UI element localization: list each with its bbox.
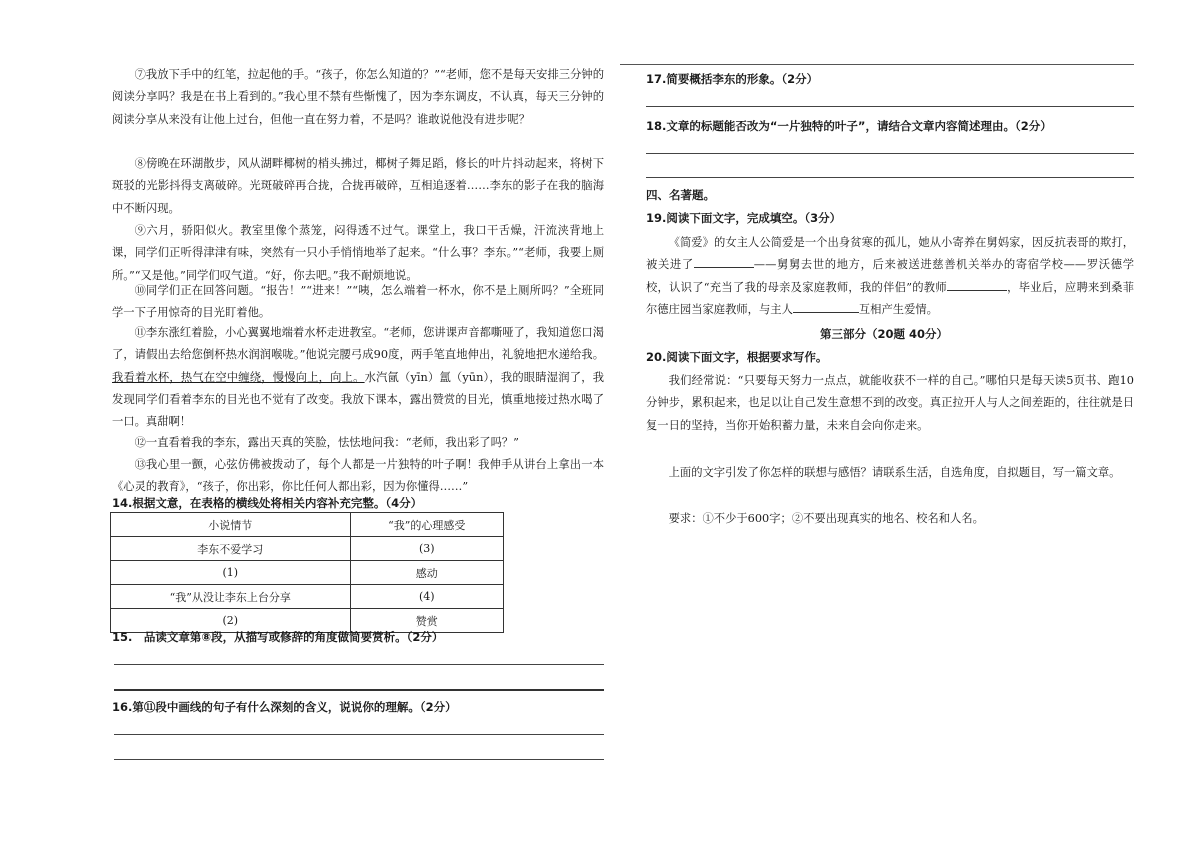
paragraph-11-underlined-sentence: 我看着水杯，热气在空中缠绕，慢慢向上，向上。 xyxy=(112,370,365,384)
question-20-instruction: 上面的文字引发了你怎样的联想与感悟？请联系生活，自选角度，自拟题目，写一篇文章。 xyxy=(668,466,1121,479)
paragraph-9: ⑨六月，骄阳似火。教室里像个蒸笼，闷得透不过气。课堂上，我口干舌燥，汗流浃背地上课，同学们正听得津津有味，突然有一只小手悄悄地举了起来。“什么事？李东。”“老师，我要上厕所。”“又是他。”同学们叹气道。“好，你去吧。”我不耐烦地说。 xyxy=(112,224,604,282)
passage-text: 《简爱》的女主人公简爱是一个出身贫寒的孤儿，她从小寄养在舅妈家，因反抗表哥的欺打，被关进了 xyxy=(646,236,1134,272)
question-18: 18.文章的标题能否改为“一片独特的叶子”，请结合文章内容简述理由。（2分） xyxy=(646,119,1052,133)
table-cell: 赞赏 xyxy=(350,609,503,633)
question-15: 15. 品读文章第⑧段，从描写或修辞的角度做简要赏析。（2分） xyxy=(112,630,444,644)
paragraph-12: ⑫一直看着我的李东，露出天真的笑脸，怯怯地问我：“老师，我出彩了吗？” xyxy=(134,436,519,449)
fill-blank[interactable] xyxy=(793,300,859,313)
answer-line[interactable] xyxy=(114,689,604,691)
table-cell: (3) xyxy=(350,537,503,561)
answer-line[interactable] xyxy=(114,734,604,735)
paragraph-10: ⑩同学们正在回答问题。“报告！”“进来！”“咦，怎么端着一杯水，你不是上厕所吗？”全班同学一下子用惊奇的目光盯着他。 xyxy=(112,284,604,320)
table-cell: (1) xyxy=(111,561,351,585)
paragraph-7: ⑦我放下手中的红笔，拉起他的手。“孩子，你怎么知道的？”“老师，您不是每天安排三分钟的阅读分享吗？我是在书上看到的。”我心里不禁有些惭愧了，因为李东调皮，不认真，每天三分钟的阅读分享从来没有让他上过台，但他一直在努力着，不是吗？谁敢说他没有进步呢？ xyxy=(112,68,604,126)
table-cell: 感动 xyxy=(350,561,503,585)
answer-line[interactable] xyxy=(646,177,1134,178)
question-17: 17.简要概括李东的形象。（2分） xyxy=(646,72,819,86)
table-row xyxy=(111,585,504,609)
fill-blank[interactable] xyxy=(694,255,754,268)
question-19-passage xyxy=(646,232,1134,321)
table-row xyxy=(111,537,504,561)
question-20-requirements: 要求：①不少于600字；②不要出现真实的地名、校名和人名。 xyxy=(668,512,984,525)
answer-line[interactable] xyxy=(114,759,604,760)
table-header-row xyxy=(111,513,504,537)
question-20: 20.阅读下面文字，根据要求写作。 xyxy=(646,350,828,364)
table-cell: “我”从没让李东上台分享 xyxy=(111,585,351,609)
passage-text: 互相产生爱情。 xyxy=(858,302,938,316)
paragraph-13: ⑬我心里一颤，心弦仿佛被拨动了，每个人都是一片独特的叶子啊！我伸手从讲台上拿出一本《心灵的教育》，“孩子，你出彩，你比任何人都出彩，因为你懂得……” xyxy=(112,458,604,494)
answer-line[interactable] xyxy=(646,153,1134,154)
question-14: 14.根据文意，在表格的横线处将相关内容补充完整。（4分） xyxy=(112,496,423,510)
table-header-cell: “我”的心理感受 xyxy=(350,513,503,537)
top-divider-line xyxy=(620,64,1134,65)
table-header-cell: 小说情节 xyxy=(111,513,351,537)
table-cell: (2) xyxy=(111,609,351,633)
paragraph-11-text-b: 水汽氤（yīn）氲（yūn），我的眼睛湿润了，我发现同学们看着李东的目光也不觉有了改变。我放下课本，露出赞赏的目光，慎重地接过热水喝了一口。真甜啊！ xyxy=(112,370,604,429)
answer-line[interactable] xyxy=(646,106,1134,107)
passage-text: ，毕业后，应聘来到桑菲尔德庄园当家庭教师，与主人 xyxy=(646,280,1134,316)
question-20-passage: 我们经常说：“只要每天努力一点点，就能收获不一样的自己。”哪怕只是每天读5页书、跑10分钟步，累积起来，也足以让自己发生意想不到的改变。真正拉开人与人之间差距的，往往就是日复一日的坚持，当你开始积蓄力量，未来自会向你走来。 xyxy=(646,374,1134,432)
paragraph-11 xyxy=(112,322,604,433)
table-row xyxy=(111,561,504,585)
passage-text: ——舅舅去世的地方，后来被送进慈善机关举办的寄宿学校——罗沃德学校，认识了“充当了我的母亲及家庭教师，我的伴侣”的教师 xyxy=(646,258,1134,294)
question-16: 16.第⑪段中画线的句子有什么深刻的含义，说说你的理解。（2分） xyxy=(112,700,457,714)
answer-line[interactable] xyxy=(114,664,604,665)
table-cell: 李东不爱学习 xyxy=(111,537,351,561)
fill-blank[interactable] xyxy=(947,278,1007,291)
question-14-table xyxy=(110,512,504,633)
section-4-heading: 四、名著题。 xyxy=(646,188,715,202)
paragraph-8: ⑧傍晚在环湖散步，风从湖畔椰树的梢头拂过，椰树子舞足蹈，修长的叶片抖动起来，将树下斑驳的光影抖得支离破碎。光斑破碎再合拢，合拢再破碎，互相追逐着……李东的影子在我的脑海中不断闪现。 xyxy=(112,157,604,215)
table-cell: (4) xyxy=(350,585,503,609)
paragraph-11-text-a: ⑪李东涨红着脸，小心翼翼地端着水杯走进教室。“老师，您讲课声音都嘶哑了，我知道您口渴了，请假出去给您倒杯热水润润喉咙。”他说完腰弓成90度，两手笔直地伸出，礼貌地把水递给我。 xyxy=(112,326,604,362)
part-3-heading: 第三部分（20题 40分） xyxy=(820,327,949,341)
question-19: 19.阅读下面文字，完成填空。（3分） xyxy=(646,211,842,225)
